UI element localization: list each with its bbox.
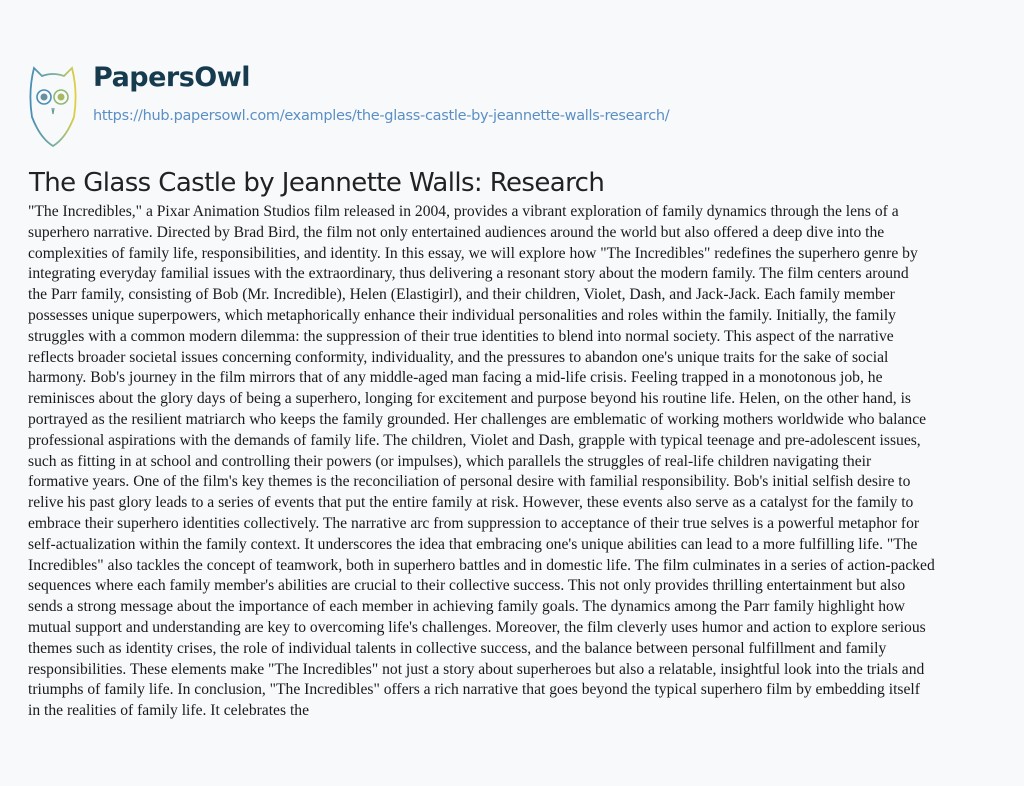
essay-text-line: portrayed as the resilient matriarch who keeps the family grounded. Her challenges are emblematic of working mothers worldwide who balance	[28, 410, 927, 428]
essay-text-line: triumphs of family life. In conclusion, "The Incredibles" offers a rich narrative that goes beyond the typical superhero film by embedding itself	[28, 681, 920, 699]
essay-text-line: sends a strong message about the importance of each member in achieving family goals. The dynamics among the Parr family highlight how	[28, 598, 906, 616]
brand-name[interactable]: PapersOwl	[93, 62, 250, 93]
essay-text-line: sequences where each family member's abilities are crucial to their collective success. This not only provides thrilling entertainment but also	[28, 577, 906, 595]
papersowl-logo-icon[interactable]	[28, 62, 78, 150]
essay-text-line: formative years. One of the film's key themes is the reconciliation of personal desire with familial responsibility. Bob's initial selfish desire to	[28, 473, 911, 491]
source-url-link[interactable]: https://hub.papersowl.com/examples/the-glass-castle-by-jeannette-walls-research/	[93, 108, 670, 124]
essay-text-line: relive his past glory leads to a series of events that put the entire family at risk. However, these events also serve as a catalyst for the family to	[28, 494, 914, 512]
essay-text-line: in the realities of family life. It celebrates the	[28, 702, 309, 720]
essay-text-line: responsibilities. These elements make "The Incredibles" not just a story about superheroes but also a relatable, insightful look into the trials and	[28, 660, 925, 678]
essay-text-line: "The Incredibles," a Pixar Animation Studios film released in 2004, provides a vibrant exploration of family dynamics through the lens of a	[28, 203, 899, 220]
page-title: The Glass Castle by Jeannette Walls: Research	[29, 168, 605, 198]
essay-text-line: self-actualization within the family context. It underscores the idea that embracing one's unique abilities can lead to a more fulfilling life. "The	[28, 535, 918, 553]
essay-text-line: embrace their superhero identities collectively. The narrative arc from suppression to acceptance of their true selves is a powerful metaphor for	[28, 514, 920, 532]
essay-text-line: themes such as identity crises, the role of individual talents in collective success, and the balance between personal fulfillment and family	[28, 639, 887, 657]
essay-text-line: professional aspirations with the demands of family life. The children, Violet and Dash, grapple with typical teenage and pre-adolescent issues,	[28, 431, 921, 449]
essay-text-line: such as fitting in at school and controlling their powers (or impulses), which parallels the struggles of real-life children navigating their	[28, 452, 872, 470]
essay-text-line: struggles with a common modern dilemma: the suppression of their true identities to blend into normal society. This aspect of the narrative	[28, 327, 894, 345]
essay-text-line: reminisces about the glory days of being a superhero, longing for excitement and purpose beyond his routine life. Helen, on the other hand, is	[28, 390, 911, 408]
essay-text-line: integrating everyday familial issues with the extraordinary, thus delivering a resonant story about the modern family. The film centers around	[28, 265, 909, 283]
essay-text-line: reflects broader societal issues concerning conformity, individuality, and the pressures to abandon one's unique traits for the sake of social	[28, 348, 889, 366]
essay-text-line: the Parr family, consisting of Bob (Mr. Incredible), Helen (Elastigirl), and their children, Violet, Dash, and Jack-Jack. Each family member	[28, 286, 895, 304]
essay-text-line: superhero narrative. Directed by Brad Bird, the film not only entertained audiences around the world but also offered a deep dive into the	[28, 223, 885, 241]
essay-text-line: harmony. Bob's journey in the film mirrors that of any middle-aged man facing a mid-life crisis. Feeling trapped in a monotonous job, he	[28, 369, 883, 387]
essay-text-line: mutual support and understanding are key to overcoming life's challenges. Moreover, the film cleverly uses humor and action to explore serious	[28, 618, 926, 636]
essay-text-line: possesses unique superpowers, which metaphorically enhance their individual personalities and roles within the family. Initially, the family	[28, 306, 896, 324]
essay-body	[28, 202, 1018, 722]
essay-text-line: complexities of family life, responsibilities, and identity. In this essay, we will explore how "The Incredibles" redefines the superhero genre by	[28, 244, 918, 262]
essay-text-line: Incredibles" also tackles the concept of teamwork, both in superhero battles and in domestic life. The film culminates in a series of action-packed	[28, 556, 935, 574]
